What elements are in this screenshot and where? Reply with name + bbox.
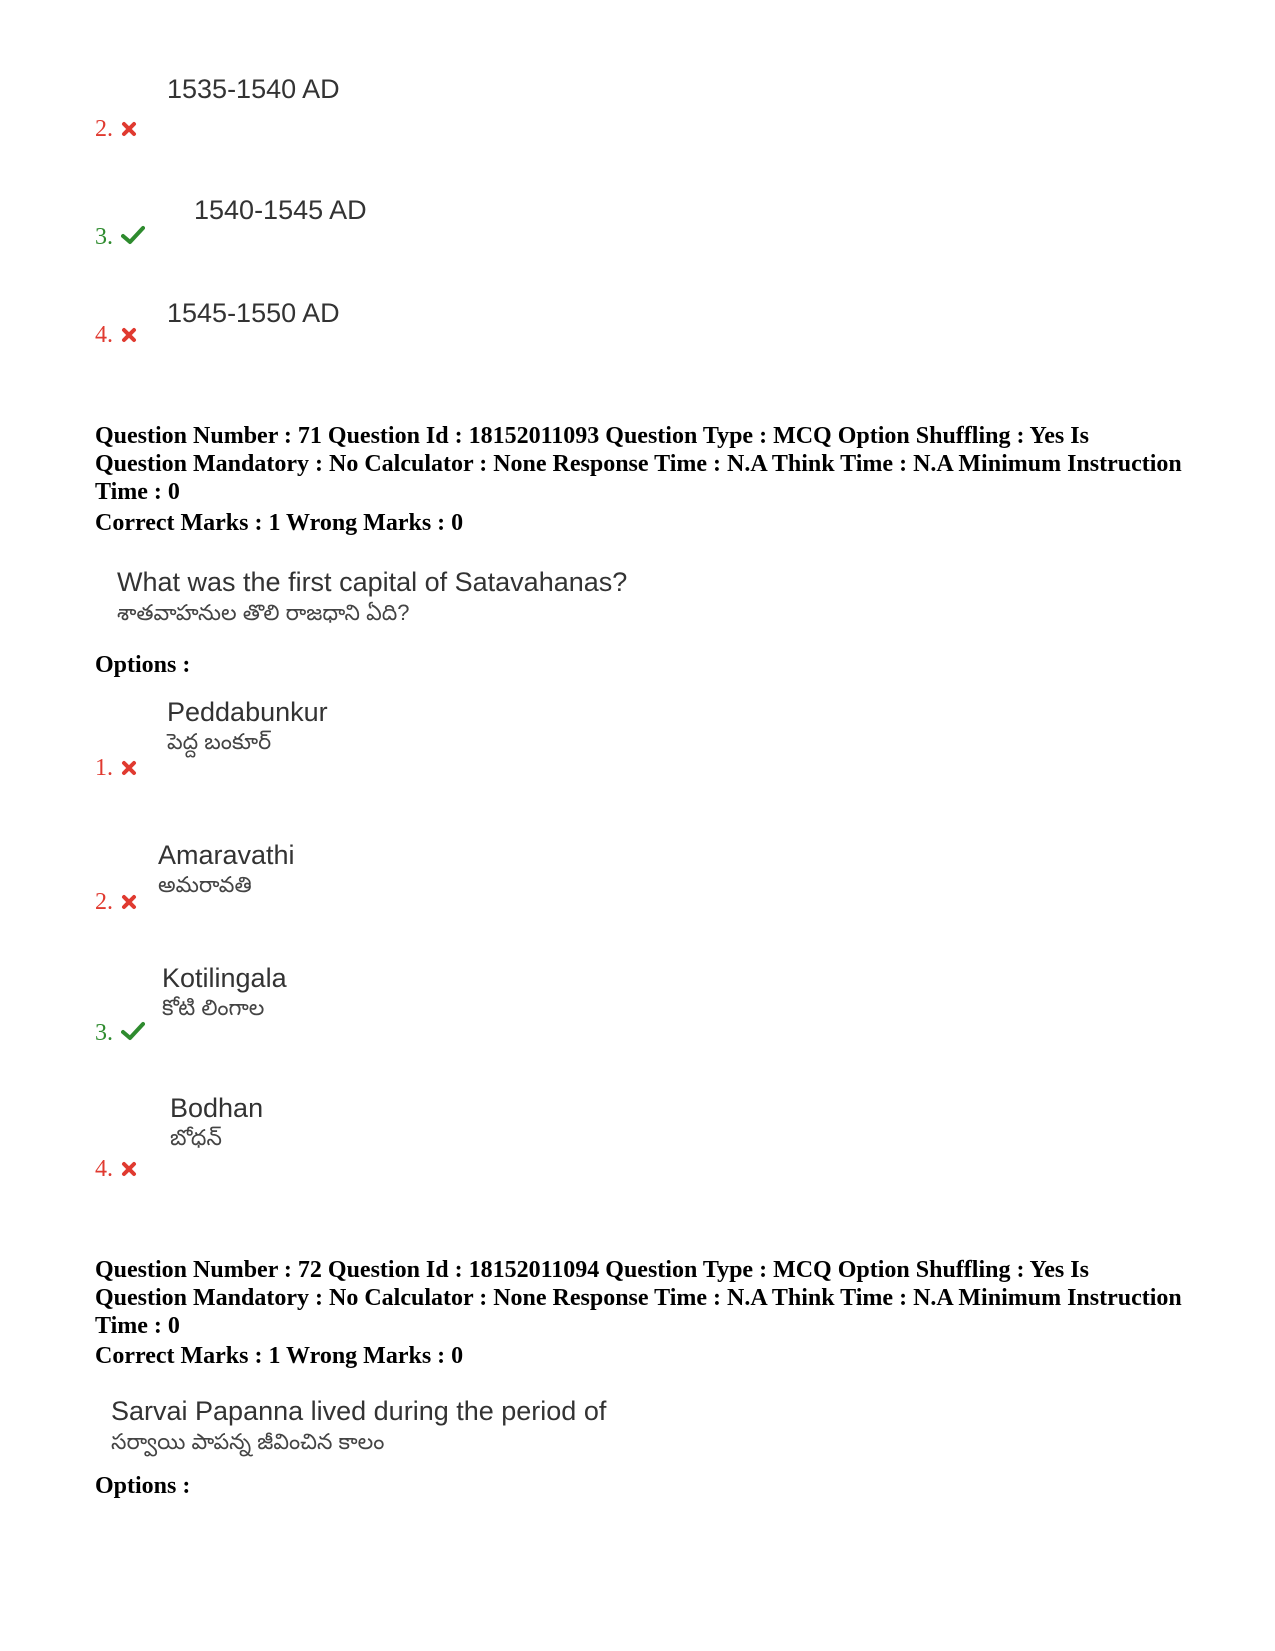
- option-text: Bodhan: [170, 1093, 264, 1123]
- option-number-label: 1.: [95, 755, 113, 781]
- question-marks: Correct Marks : 1 Wrong Marks : 0: [95, 510, 464, 536]
- option-number: [95, 755, 137, 783]
- option-text: Amaravathi: [158, 840, 295, 870]
- question-marks: Correct Marks : 1 Wrong Marks : 0: [95, 1343, 464, 1369]
- option-text: Kotilingala: [162, 963, 287, 993]
- option-number-label: 2.: [95, 889, 113, 915]
- option-text: 1535-1540 AD: [167, 74, 340, 104]
- cross-icon: [121, 756, 137, 783]
- question-text-telugu: సర్వాయి పాపన్న జీవించిన కాలం: [111, 1429, 385, 1454]
- option-number: [95, 1020, 145, 1048]
- option-text: 1540-1545 AD: [194, 195, 367, 225]
- option-text-telugu: బోధన్: [170, 1125, 222, 1150]
- question-text-telugu: శాతవాహనుల తొలి రాజధాని ఏది?: [117, 600, 410, 625]
- option-number: [95, 116, 137, 144]
- cross-icon: [121, 1157, 137, 1184]
- check-icon: [121, 1021, 145, 1048]
- question-text: What was the first capital of Satavahanas?: [117, 567, 628, 597]
- cross-icon: [121, 117, 137, 144]
- option-number-label: 4.: [95, 322, 113, 348]
- option-text-telugu: కోటి లింగాల: [162, 995, 265, 1020]
- options-label: Options :: [95, 1473, 191, 1499]
- option-text-telugu: అమరావతి: [158, 872, 252, 897]
- cross-icon: [121, 323, 137, 350]
- option-number-label: 2.: [95, 116, 113, 142]
- option-number: [95, 224, 145, 252]
- option-text-telugu: పెద్ద బంకూర్: [167, 729, 272, 754]
- question-meta: Question Number : 71 Question Id : 18152011093 Question Type : MCQ Option Shuffling : Yes Is Question Mandatory : No Calculator : None Response Time : N.A Think Time : N.A Minimum Instruction Time : 0: [95, 423, 1182, 505]
- option-number: [95, 322, 137, 350]
- options-label: Options :: [95, 652, 191, 678]
- option-text: 1545-1550 AD: [167, 298, 340, 328]
- option-number: [95, 889, 137, 917]
- option-number-label: 3.: [95, 1020, 113, 1046]
- option-number-label: 3.: [95, 224, 113, 250]
- question-meta: Question Number : 72 Question Id : 18152011094 Question Type : MCQ Option Shuffling : Yes Is Question Mandatory : No Calculator : None Response Time : N.A Think Time : N.A Minimum Instruction Time : 0: [95, 1257, 1182, 1339]
- option-text: Peddabunkur: [167, 697, 328, 727]
- option-number: [95, 1156, 137, 1184]
- check-icon: [121, 225, 145, 252]
- question-text: Sarvai Papanna lived during the period of: [111, 1396, 607, 1426]
- cross-icon: [121, 890, 137, 917]
- option-number-label: 4.: [95, 1156, 113, 1182]
